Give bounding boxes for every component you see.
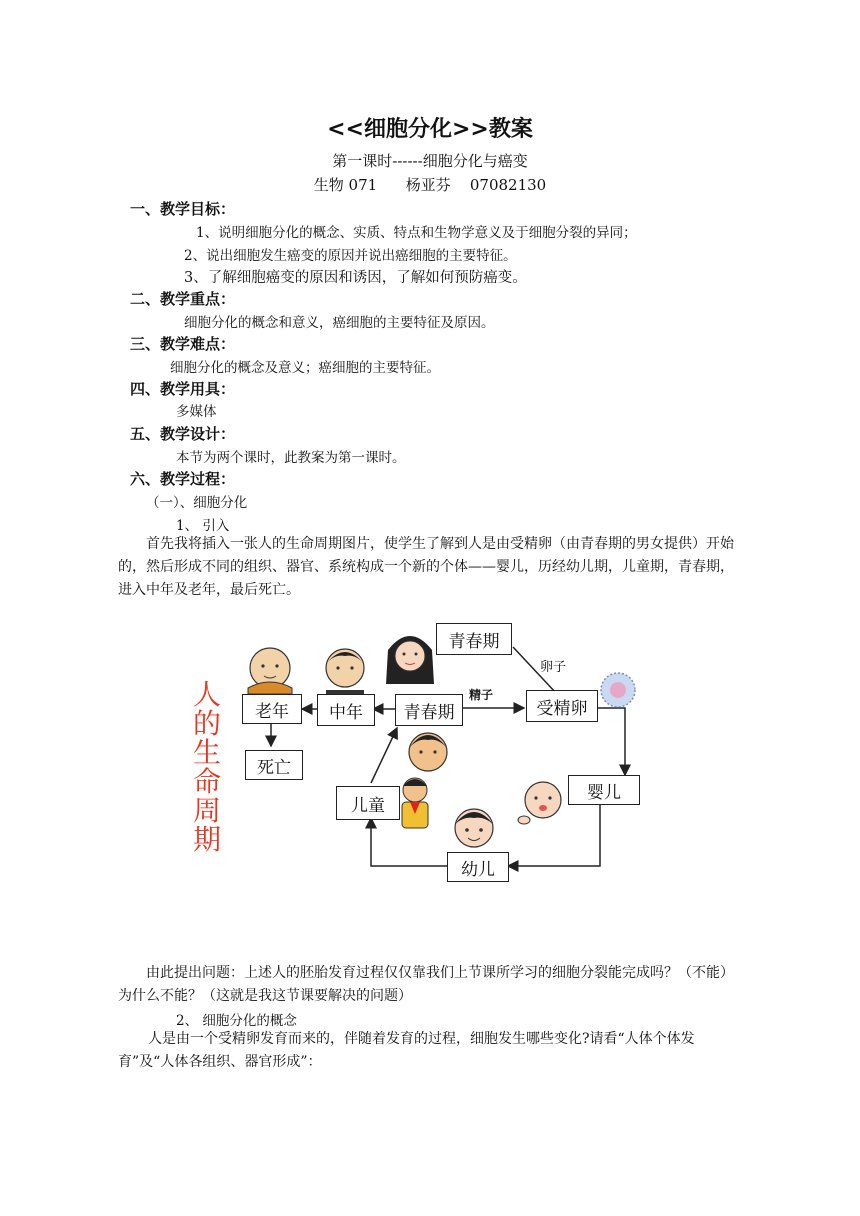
middle-aged-face-icon (326, 649, 364, 694)
box-old-age: 老年 (242, 694, 302, 724)
box-toddler: 幼儿 (447, 852, 509, 882)
title-char: 周 (192, 794, 221, 827)
document-title: <<细胞分化>>教案 (327, 117, 533, 142)
box-youth: 青春期 (395, 694, 463, 726)
process-item-intro: 1、 引入 (176, 518, 230, 534)
title-char: 人 (192, 678, 221, 711)
section-heading-key-points: 二、教学重点： (130, 290, 236, 308)
box-death: 死亡 (245, 750, 303, 780)
objective-item-2: 2、说出细胞发生癌变的原因并说出癌细胞的主要特征。 (184, 248, 517, 264)
child-to-youth-arrow (371, 728, 397, 783)
intro-paragraph: 首先我将插入一张人的生命周期图片，使学生了解到人是由受精卵（由青春期的男女提供）开始的，然后形成不同的组织、器官、系统构成一个新的个体——婴儿，历经幼儿期，儿童期，青春期，进入中年及老年，最后死亡。 (118, 536, 734, 598)
title-char: 的 (192, 707, 221, 740)
title-char: 命 (192, 765, 221, 798)
young-woman-face-icon (386, 636, 434, 684)
key-points-text: 细胞分化的概念和意义，癌细胞的主要特征及原因。 (184, 315, 495, 331)
title-char: 期 (192, 823, 221, 856)
section-heading-design: 五、教学设计： (130, 425, 236, 443)
box-middle-age: 中年 (317, 694, 375, 726)
child-figure-icon (402, 778, 428, 828)
box-child: 儿童 (336, 786, 400, 820)
objective-item-1: 1、说明细胞分化的概念、实质、特点和生物学意义及于细胞分裂的异同； (196, 225, 637, 241)
label-egg: 卵子 (540, 660, 567, 675)
box-youth-top: 青春期 (436, 623, 512, 655)
title-char: 生 (192, 736, 221, 769)
design-text: 本节为两个课时，此教案为第一课时。 (176, 450, 406, 466)
label-sperm: 精子 (469, 688, 494, 702)
section-heading-difficulties: 三、教学难点： (130, 335, 236, 353)
box-zygote: 受精卵 (526, 690, 598, 722)
document-subtitle: 第一课时------细胞分化与癌变 (332, 152, 528, 170)
box-infant: 婴儿 (568, 775, 640, 805)
tools-text: 多媒体 (176, 404, 217, 420)
egg-cell-icon (601, 673, 635, 707)
process-subheading: （一）、细胞分化 (146, 495, 248, 511)
objective-item-3: 3、了解细胞癌变的原因和诱因，了解如何预防癌变。 (184, 270, 527, 286)
difficulties-text: 细胞分化的概念及意义；癌细胞的主要特征。 (170, 360, 440, 376)
young-man-face-icon (409, 733, 447, 771)
section-heading-objectives: 一、教学目标： (130, 200, 236, 218)
section-heading-tools: 四、教学用具： (130, 380, 236, 398)
concept-paragraph: 人是由一个受精卵发育而来的，伴随着发育的过程，细胞发生哪些变化?请看“人体个体发育”及“人体各组织、器官形成”： (118, 1031, 695, 1070)
author-line: 生物 071 杨亚芬 07082130 (313, 176, 547, 194)
question-paragraph: 由此提出问题：上述人的胚胎发育过程仅仅靠我们上节课所学习的细胞分裂能完成吗？（不能）为什么不能？（这就是我这节课要解决的问题） (118, 965, 734, 1004)
section-heading-process: 六、教学过程： (130, 470, 236, 488)
zygote-to-infant-arrow (598, 708, 625, 775)
elderly-face-icon (248, 648, 292, 694)
process-item-concept: 2、 细胞分化的概念 (176, 1013, 297, 1029)
toddler-face-icon (455, 809, 493, 847)
baby-face-icon (518, 782, 561, 824)
